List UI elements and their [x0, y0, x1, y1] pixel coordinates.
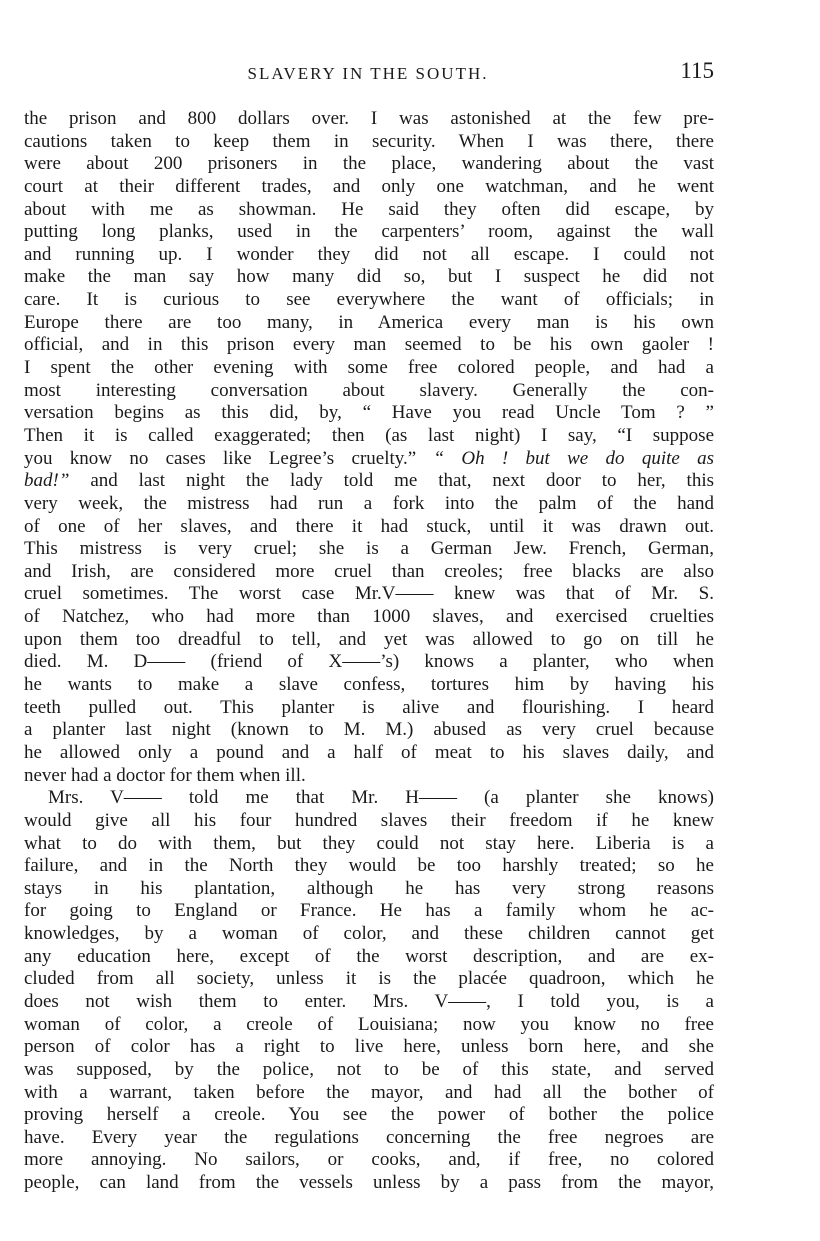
- text-line: cluded from all society, unless it is the placée quadroon, which he: [24, 968, 714, 990]
- text-line: he wants to make a slave confess, tortures him by having his: [24, 674, 714, 696]
- text-line: Mrs. V—— told me that Mr. H—— (a planter she knows): [48, 787, 714, 809]
- text-line: were about 200 prisoners in the place, wandering about the vast: [24, 153, 714, 175]
- text-line: teeth pulled out. This planter is alive and flourishing. I heard: [24, 696, 714, 718]
- italic-fragment: bad!”: [24, 470, 70, 492]
- text-line: [24, 448, 714, 471]
- text-line: court at their different trades, and only one watchman, and he went: [24, 175, 714, 197]
- text-line: cautions taken to keep them in security. When I was there, there: [24, 130, 714, 152]
- text-line: and running up. I wonder they did not all escape. I could not: [24, 243, 714, 265]
- text-line: a planter last night (known to M. M.) abused as very cruel because: [24, 719, 714, 741]
- text-line: [24, 470, 714, 493]
- text-line: does not wish them to enter. Mrs. V——, I told you, is a: [24, 990, 714, 1012]
- text-line: what to do with them, but they could not stay here. Liberia is a: [24, 832, 714, 854]
- text-line: any education here, except of the worst description, and are ex-: [24, 945, 714, 967]
- text-line: care. It is curious to see everywhere the want of officials; in: [24, 289, 714, 311]
- text-line: he allowed only a pound and a half of meat to his slaves daily, and: [24, 741, 714, 763]
- text-line: versation begins as this did, by, “ Have you read Uncle Tom ? ”: [24, 402, 714, 424]
- text-line: stays in his plantation, although he has very strong reasons: [24, 877, 714, 899]
- body-text: [24, 108, 714, 1195]
- text-line: cruel sometimes. The worst case Mr.V—— knew was that of Mr. S.: [24, 583, 714, 605]
- text-line: person of color has a right to live here, unless born here, and she: [24, 1036, 714, 1058]
- text-line: upon them too dreadful to tell, and yet was allowed to go on till he: [24, 628, 714, 650]
- text-line: never had a doctor for them when ill.: [24, 764, 306, 786]
- text-line: Then it is called exaggerated; then (as last night) I say, “I suppose: [24, 424, 714, 446]
- text-line: make the man say how many did so, but I suspect he did not: [24, 266, 714, 288]
- text-line: the prison and 800 dollars over. I was astonished at the few pre-: [24, 108, 714, 129]
- text-line: I spent the other evening with some free colored people, and had a: [24, 357, 714, 379]
- text-line: about with me as showman. He said they often did escape, by: [24, 198, 714, 220]
- text-line: most interesting conversation about slavery. Generally the con-: [24, 379, 714, 401]
- text-line: would give all his four hundred slaves their freedom if he knew: [24, 809, 714, 831]
- text-line: of one of her slaves, and there it had stuck, until it was drawn out.: [24, 515, 714, 537]
- text-line: was supposed, by the police, not to be of this state, and served: [24, 1058, 714, 1080]
- page-number: 115: [680, 58, 714, 83]
- running-title: SLAVERY IN THE SOUTH.: [247, 64, 489, 83]
- text-line: died. M. D—— (friend of X——’s) knows a planter, who when: [24, 651, 714, 673]
- text-line: more annoying. No sailors, or cooks, and, if free, no colored: [24, 1149, 714, 1171]
- text-line: have. Every year the regulations concerning the free negroes are: [24, 1126, 714, 1148]
- text-line: for going to England or France. He has a family whom he ac-: [24, 900, 714, 922]
- text-line: woman of color, a creole of Louisiana; now you know no free: [24, 1013, 714, 1035]
- text-line: proving herself a creole. You see the power of bother the police: [24, 1104, 714, 1126]
- text-line: official, and in this prison every man seemed to be his own gaoler !: [24, 334, 714, 356]
- text-line: and Irish, are considered more cruel than creoles; free blacks are also: [24, 560, 714, 582]
- text-line: of Natchez, who had more than 1000 slaves, and exercised cruelties: [24, 606, 714, 628]
- text-line: very week, the mistress had run a fork into the palm of the hand: [24, 492, 714, 514]
- text-fragment: you know no cases like Legree’s cruelty.”: [24, 447, 417, 469]
- italic-fragment: “ Oh ! but we do quite as: [433, 447, 714, 469]
- text-line: knowledges, by a woman of color, and these children cannot get: [24, 923, 714, 945]
- text-line: people, can land from the vessels unless by a pass from the mayor,: [24, 1172, 714, 1194]
- text-line: putting long planks, used in the carpenters’ room, against the wall: [24, 221, 714, 243]
- text-line: This mistress is very cruel; she is a German Jew. French, German,: [24, 538, 714, 560]
- text-line: failure, and in the North they would be too harshly treated; so he: [24, 855, 714, 877]
- text-line: with a warrant, taken before the mayor, and had all the bother of: [24, 1081, 714, 1103]
- text-line: Europe there are too many, in America every man is his own: [24, 311, 714, 333]
- running-head: [22, 58, 714, 90]
- text-fragment: and last night the lady told me that, next door to her, this: [90, 470, 714, 492]
